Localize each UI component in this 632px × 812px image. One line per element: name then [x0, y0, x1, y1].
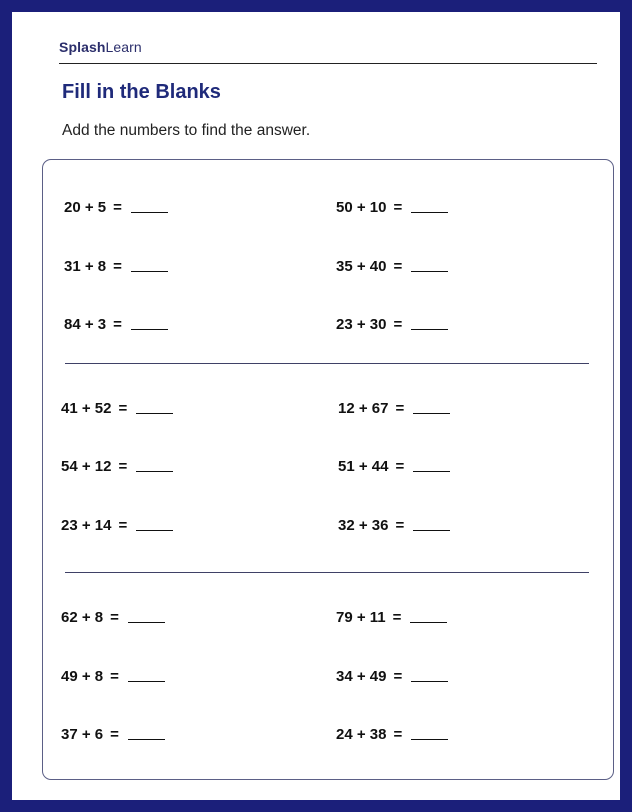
answer-blank[interactable]: [131, 328, 168, 330]
addition-problem: [61, 400, 173, 417]
problem-expression: 62 + 8: [61, 609, 104, 626]
answer-blank[interactable]: [411, 328, 448, 330]
equals-sign: =: [393, 258, 403, 275]
answer-blank[interactable]: [136, 529, 173, 531]
answer-blank[interactable]: [413, 470, 450, 472]
equals-sign: =: [110, 668, 119, 685]
addition-problem: [336, 668, 448, 685]
equals-sign: =: [113, 316, 122, 333]
answer-blank[interactable]: [411, 680, 448, 682]
equals-sign: =: [110, 726, 119, 743]
answer-blank[interactable]: [131, 211, 168, 213]
equals-sign: =: [393, 316, 403, 333]
addition-problem: [338, 400, 450, 417]
addition-problem: [336, 199, 448, 216]
addition-problem: [336, 609, 447, 626]
addition-problem: [64, 316, 168, 333]
answer-blank[interactable]: [411, 211, 448, 213]
addition-problem: [336, 316, 448, 333]
problem-expression: 24 + 38: [336, 726, 387, 743]
problem-expression: 20 + 5: [64, 199, 107, 216]
equals-sign: =: [392, 609, 402, 626]
answer-blank[interactable]: [410, 621, 447, 623]
answer-blank[interactable]: [131, 270, 168, 272]
equals-sign: =: [393, 668, 403, 685]
problem-expression: 41 + 52: [61, 400, 112, 417]
addition-problem: [61, 668, 165, 685]
equals-sign: =: [113, 199, 122, 216]
problem-expression: 50 + 10: [336, 199, 387, 216]
addition-problem: [336, 258, 448, 275]
brand-name-bold: Splash: [59, 39, 106, 55]
equals-sign: =: [113, 258, 122, 275]
section-divider: [65, 363, 589, 364]
problem-expression: 54 + 12: [61, 458, 112, 475]
problem-expression: 35 + 40: [336, 258, 387, 275]
brand-name-rest: Learn: [105, 39, 142, 55]
brand-logo: [59, 39, 142, 55]
problem-expression: 32 + 36: [338, 517, 389, 534]
answer-blank[interactable]: [413, 529, 450, 531]
addition-problem: [61, 609, 165, 626]
answer-blank[interactable]: [136, 470, 173, 472]
worksheet-title: Fill in the Blanks: [62, 81, 221, 103]
answer-blank[interactable]: [128, 621, 165, 623]
equals-sign: =: [110, 609, 119, 626]
answer-blank[interactable]: [128, 680, 165, 682]
problem-expression: 84 + 3: [64, 316, 107, 333]
answer-blank[interactable]: [411, 270, 448, 272]
addition-problem: [338, 517, 450, 534]
addition-problem: [338, 458, 450, 475]
answer-blank[interactable]: [413, 412, 450, 414]
worksheet-instructions: Add the numbers to find the answer.: [62, 122, 311, 139]
answer-blank[interactable]: [411, 738, 448, 740]
problem-expression: 23 + 30: [336, 316, 387, 333]
problem-expression: 31 + 8: [64, 258, 107, 275]
equals-sign: =: [395, 517, 405, 534]
problem-expression: 12 + 67: [338, 400, 389, 417]
answer-blank[interactable]: [136, 412, 173, 414]
equals-sign: =: [395, 400, 405, 417]
equals-sign: =: [118, 458, 128, 475]
problem-expression: 79 + 11: [336, 609, 386, 626]
problem-expression: 34 + 49: [336, 668, 387, 685]
equals-sign: =: [395, 458, 405, 475]
equals-sign: =: [393, 726, 403, 743]
addition-problem: [61, 517, 173, 534]
problem-expression: 23 + 14: [61, 517, 112, 534]
addition-problem: [336, 726, 448, 743]
problem-expression: 49 + 8: [61, 668, 104, 685]
problem-expression: 51 + 44: [338, 458, 389, 475]
equals-sign: =: [118, 400, 128, 417]
addition-problem: [61, 726, 165, 743]
addition-problem: [64, 258, 168, 275]
header-rule: [59, 63, 597, 64]
section-divider: [65, 572, 589, 573]
equals-sign: =: [393, 199, 403, 216]
addition-problem: [61, 458, 173, 475]
addition-problem: [64, 199, 168, 216]
equals-sign: =: [118, 517, 128, 534]
answer-blank[interactable]: [128, 738, 165, 740]
problem-expression: 37 + 6: [61, 726, 104, 743]
